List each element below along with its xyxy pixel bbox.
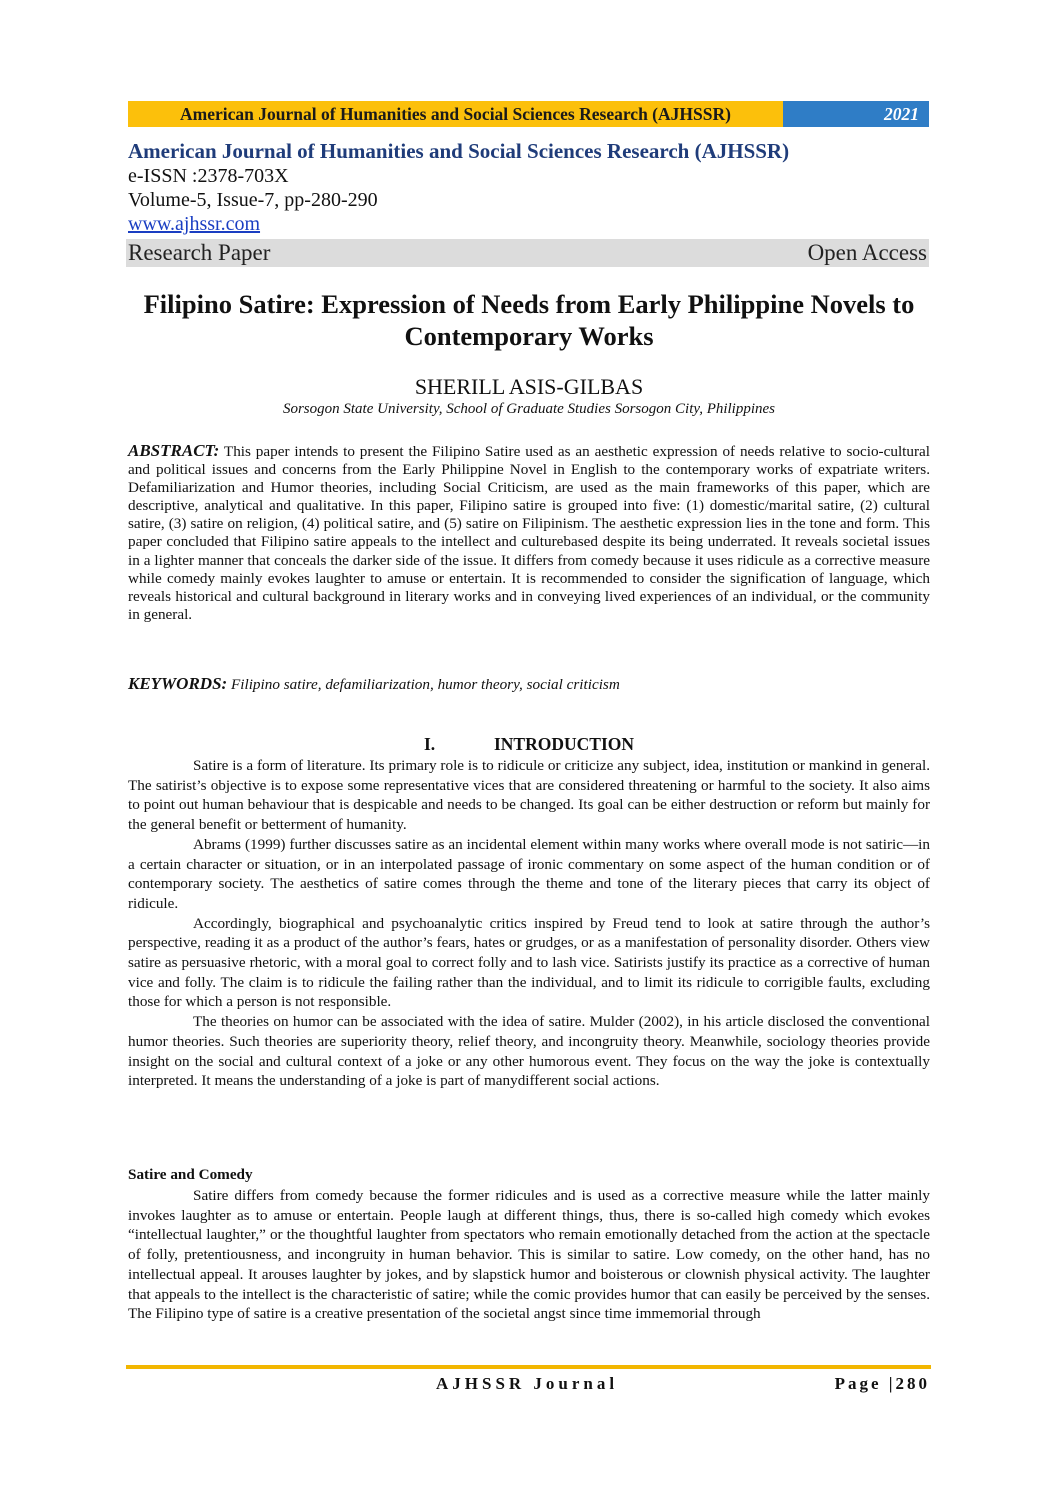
paragraph: Satire is a form of literature. Its primary role is to ridicule or criticize any subject, idea, institution or mankind in general. The satirist’s objective is to expose some representative vices that are considered threatening or harmful to the society. It also aims to point out human behaviour that is despicable and needs to be changed. Its goal can be either destruction or reform but mainly for the general benefit or betterment of humanity. [128, 757, 930, 834]
access-type: Open Access [807, 240, 927, 265]
page-label: Page | [834, 1374, 896, 1393]
section-heading [128, 734, 930, 755]
keywords [128, 674, 930, 694]
journal-title: American Journal of Humanities and Social Sciences Research (AJHSSR) [128, 139, 790, 163]
author-name: SHERILL ASIS-GILBAS [414, 374, 644, 399]
footer-journal: AJHSSR Journal [436, 1374, 619, 1393]
website-link[interactable]: www.ajhssr.com [128, 213, 261, 235]
issn: e-ISSN :2378-703X [128, 165, 289, 187]
banner-journal-name: American Journal of Humanities and Social Sciences Research (AJHSSR) [128, 101, 783, 127]
keywords-text: Filipino satire, defamiliarization, humor theory, social criticism [230, 676, 620, 693]
paper-type: Research Paper [128, 240, 271, 265]
journal-banner [128, 101, 929, 127]
paragraph: Accordingly, biographical and psychoanalytic critics inspired by Freud tend to look at satire through the author’s perspective, reading it as a product of the author’s fears, hates or grudges, or as a manifestation of personality disorder. Others view satire as persuasive rhetoric, with a moral goal to correct folly and to lash vice. Satirists justify its practice as a corrective of human vice and folly. The claim is to ridicule the failing rather than the individual, and to limit its ridicule to corrigible faults, excluding those for which a person is not responsible. [128, 914, 930, 1011]
paragraph: The theories on humor can be associated with the idea of satire. Mulder (2002), in his article disclosed the conventional humor theories. Such theories are superiority theory, relief theory, and incongruity theory. Meanwhile, sociology theories provide insight on the social and cultural context of a joke or any other humorous event. They focus on the way the joke is contextually interpreted. It means the understanding of a joke is part of manydifferent social actions. [128, 1013, 930, 1090]
paper-title: Filipino Satire: Expression of Needs from Early Philippine Novels to Contemporary Works [143, 289, 915, 351]
banner-year: 2021 [783, 101, 929, 127]
section-number: I. [423, 734, 436, 754]
author-affiliation: Sorsogon State University, School of Graduate Studies Sorsogon City, Philippines [282, 401, 776, 417]
introduction-body [128, 756, 930, 1091]
subsection-heading: Satire and Comedy [128, 1166, 253, 1183]
paper-type-bar [126, 239, 929, 267]
subsection-body [128, 1186, 930, 1324]
abstract-text: This paper intends to present the Filipino Satire used as an aesthetic expression of needs relative to socio-cultural and political issues and concerns from the Early Philippine Novel in English to the contemporary works of expatriate writers. Defamiliarization and Humor theories, including Social Criticism, are used as the main frameworks of this paper, which are descriptive, analytical and qualitative. In this paper, Filipino satire is grouped into five: (1) domestic/marital satire, (2) cultural satire, (3) satire on religion, (4) political satire, and (5) satire on Filipinism. The aesthetic expression lies in the tone and form. This paper concluded that Filipino satire appeals to the intellect and culturebased despite its being underrated. It reveals societal issues in a lighter manner that conceals the darker side of the issue. It differs from comedy because it uses ridicule as a corrective measure while comedy mainly evokes laughter to amuse or entertain. It is recommended to consider the signification of language, which reveals historical and cultural background in literary works and in conveying lived experiences of an individual, or the community in general. [128, 443, 930, 623]
paragraph: Abrams (1999) further discusses satire as an incidental element within many works where overall mode is not satiric—in a certain character or situation, or in an interpolated passage of ironic commentary on some aspect of the human condition or of contemporary society. The aesthetics of satire comes through the theme and tone of the literary pieces that carry its object of ridicule. [128, 835, 930, 912]
page-footer [128, 1374, 930, 1398]
masthead [128, 139, 930, 236]
volume-info: Volume-5, Issue-7, pp-280-290 [128, 189, 378, 211]
paragraph: Satire differs from comedy because the former ridicules and is used as a corrective measure while the latter mainly invokes laughter as to amuse or entertain. People laugh at different things, thus, there is so-called high comedy which evokes “intellectual laughter,” or the thoughtful laughter from spectators who remain emotionally detached from the action at the spectacle of folly, pretentiousness, and incongruity in human behavior. This is similar to satire. Low comedy, on the other hand, has no intellectual appeal. It arouses laughter by jokes, and by slapstick humor and boisterous or clownish physical activity. The laughter that appeals to the intellect is the characteristic of satire; while the comic provides humor that can easily be perceived by the senses. The Filipino type of satire is a creative presentation of the societal angst since time immemorial through [128, 1187, 930, 1323]
abstract-label: ABSTRACT: [128, 441, 220, 460]
page-number: 280 [895, 1374, 930, 1393]
abstract [128, 442, 930, 624]
section-title: INTRODUCTION [493, 734, 635, 754]
footer-rule [126, 1365, 931, 1369]
keywords-label: KEYWORDS: [128, 674, 228, 693]
footer-page [835, 1374, 930, 1394]
